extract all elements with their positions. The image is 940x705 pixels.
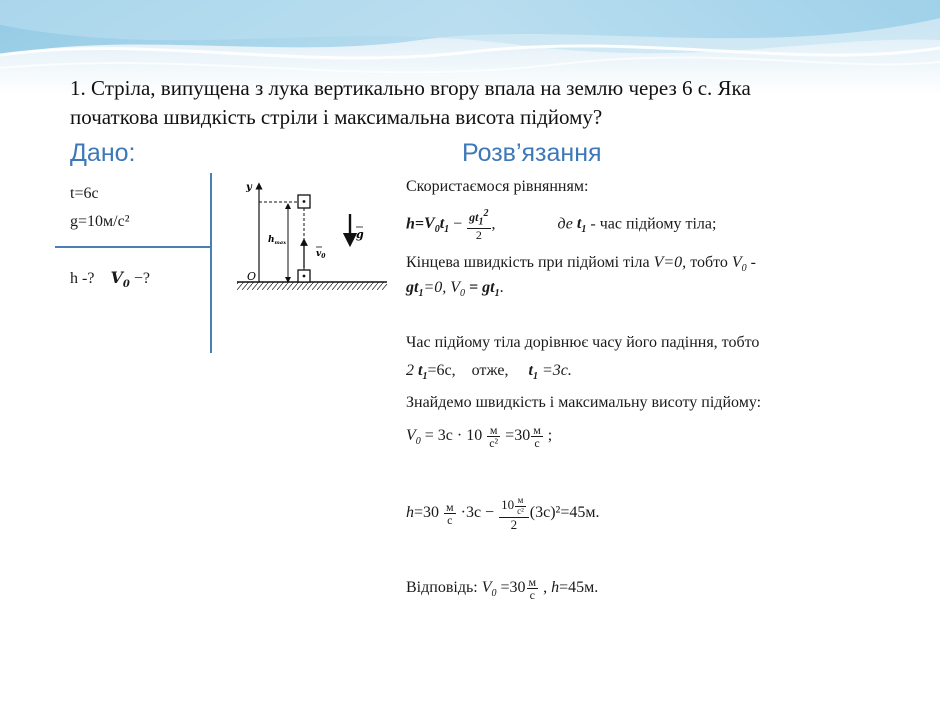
solution-line-7: Знайдемо швидкість і максимальну висоту підйому: xyxy=(406,394,762,411)
label-g: g xyxy=(356,228,364,241)
solution-answer: Відповідь: $V_0 =30$ $\frac{м}{с}$ , h=45м. xyxy=(406,575,599,602)
given-divider-horizontal xyxy=(55,246,212,248)
solution-line-6: 2 $t_1=6c$, отже, $t_1 =3c$. xyxy=(406,362,572,383)
label-v0: $v_0$ xyxy=(316,249,326,260)
problem-line-1: 1. Стріла, випущена з лука вертикально вгору впала на землю через 6 с. Яка xyxy=(70,76,751,100)
problem-statement xyxy=(70,74,930,132)
solution-line-4: $gt_1=0$, $V_0 = gt_1$. xyxy=(406,279,504,300)
given-divider-vertical xyxy=(210,173,212,353)
label-origin: O xyxy=(247,270,257,283)
given-unknowns xyxy=(70,266,150,297)
ground-hatch xyxy=(237,282,387,290)
find-v0-tail: −? xyxy=(129,270,150,287)
solution-line-1: Скористаємося рівнянням: xyxy=(406,178,589,195)
find-v0: $V_0$ xyxy=(110,268,130,291)
label-hmax: $h_{max}$ xyxy=(268,235,287,246)
given-heading: Дано: xyxy=(70,139,136,167)
arrow-flight-diagram xyxy=(232,176,392,296)
solution-line-3: Кінцева швидкість при підйомі тіла V=0, тобто $V_0$ - xyxy=(406,254,756,275)
solution-line-8-velocity: $V_0 = 3с \cdot 10$ $\frac{м}{\text{с²}}$ =30 $\frac{м}{с}$ ; xyxy=(406,423,553,450)
solution-line-9-height: h=30 $\frac{м}{с}$ ·3с − 10 $\frac{м}{\text{с²}}$ 2 (3с)²=45м. xyxy=(406,495,600,532)
find-h: h -? xyxy=(70,270,95,287)
solution-line-2-equation: $h=V_0t_1$ − $\frac{gt_1^2}{2}$ , де $t_1$ - час підйому тіла; xyxy=(406,208,717,243)
given-gravity: g=10м/с² xyxy=(70,213,130,230)
solution-heading: Розв’язання xyxy=(462,139,602,167)
label-y: y xyxy=(246,182,252,193)
given-time: t=6c xyxy=(70,185,99,202)
solution-line-5: Час підйому тіла дорівнює часу його падіння, тобто xyxy=(406,334,760,351)
problem-line-2: початкова швидкість стріли і максимальна висота підйому? xyxy=(70,105,603,129)
